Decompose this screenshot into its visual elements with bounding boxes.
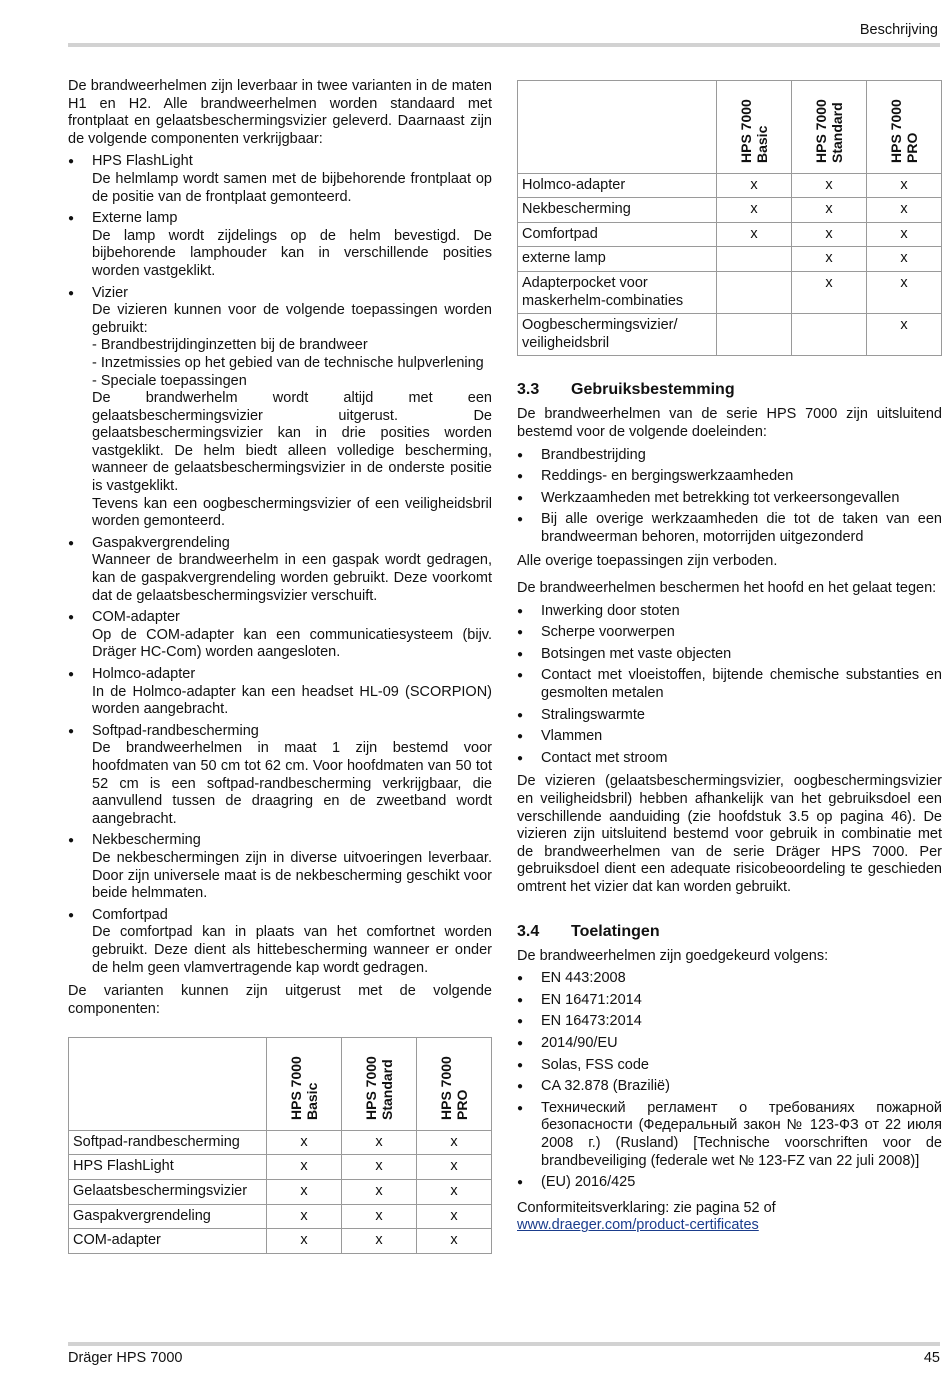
row-label: Softpad-randbescherming [69, 1130, 267, 1155]
header-rule [68, 43, 940, 47]
column-header-label: HPS 7000 Standard [813, 99, 845, 163]
approval-item: ● (EU) 2016/425 [517, 1174, 942, 1192]
component-description: De brandweerhelmen in maat 1 zijn bestemd voor hoofdmaten van 50 cm tot 62 cm. Voor hoofdmaten van 50 tot 52 cm is een softpad-randbescherming verkrijgbaar, die aanvullend tussen de draagring en de zweetband wordt aangebracht. [92, 740, 492, 827]
availability-cell [717, 247, 792, 272]
row-label: Nekbescherming [518, 198, 717, 223]
approval-item: ● EN 443:2008 [517, 970, 942, 988]
table-row [69, 1130, 492, 1155]
column-header-label: HPS 7000 Basic [288, 1056, 320, 1121]
availability-cell: x [867, 222, 942, 247]
column-header [792, 81, 867, 174]
component-item [68, 285, 492, 531]
protection-item: ● Inwerking door stoten [517, 603, 942, 621]
column-header [342, 1038, 417, 1131]
table-header-empty [518, 81, 717, 174]
column-header-label: HPS 7000 Basic [738, 99, 770, 163]
availability-cell: x [867, 198, 942, 223]
availability-cell: x [267, 1204, 342, 1229]
availability-cell: x [417, 1130, 492, 1155]
column-header-label: HPS 7000 PRO [888, 99, 920, 163]
protection-item: ● Scherpe voorwerpen [517, 624, 942, 642]
section-heading-3-4 [517, 922, 942, 942]
approvals-intro: De brandweerhelmen zijn goedgekeurd volgens: [517, 947, 829, 964]
section-number: 3.4 [517, 922, 540, 940]
row-label: Gaspakvergrendeling [69, 1204, 267, 1229]
component-description: - Speciale toepassingen [92, 372, 247, 389]
component-item [68, 907, 492, 977]
availability-cell: x [717, 173, 792, 198]
component-title: ● Nekbescherming [92, 832, 201, 849]
component-title: ● Comfortpad [92, 906, 168, 923]
component-description: - Brandbestrijdinginzetten bij de brandweer [92, 337, 368, 354]
approval-item: ● EN 16471:2014 [517, 992, 942, 1010]
availability-cell: x [717, 222, 792, 247]
uses-list [517, 447, 942, 547]
footer-product: Dräger HPS 7000 [68, 1350, 183, 1366]
protection-item: ● Stralingswarmte [517, 707, 942, 725]
running-header: Beschrijving [859, 22, 938, 38]
protection-item: ● Contact met vloeistoffen, bijtende chemische substanties en gesmolten metalen [517, 667, 942, 702]
component-description: In de Holmco-adapter kan een headset HL-09 (SCORPION) worden aangebracht. [92, 683, 492, 718]
visors-paragraph: De vizieren (gelaatsbeschermingsvizier, oogbeschermingsvizier en veiligheidsbril) hebben afhankelijk van het gebruiksdoel een verschillende aanduiding (zie hoofdstuk 3.5 op pagina 46). De vizieren zijn uitsluitend bestemd voor gebruik in combinatie met de brandweerhelmen van de serie Dräger HPS 7000. Per gebruiksdoel dient een adequate risicobeoordeling te geschieden omtrent het vizier dat kan worden gebruikt. [517, 773, 942, 895]
availability-cell [717, 271, 792, 313]
component-title: ● HPS FlashLight [92, 153, 193, 170]
page-number: 45 [923, 1350, 940, 1366]
table-row [69, 1180, 492, 1205]
row-label: COM-adapter [69, 1229, 267, 1254]
component-item [68, 210, 492, 280]
row-label: Comfortpad [518, 222, 717, 247]
table-row [518, 314, 942, 356]
forbidden-text: Alle overige toepassingen zijn verboden. [517, 552, 778, 569]
component-description: Tevens kan een oogbeschermingsvizier of een veiligheidsbril worden gemonteerd. [92, 495, 492, 530]
protection-item: ● Vlammen [517, 728, 942, 746]
table-row [69, 1229, 492, 1254]
footer-rule [68, 1342, 940, 1346]
availability-cell: x [867, 314, 942, 356]
row-label: Holmco-adapter [518, 173, 717, 198]
protection-item: ● Botsingen met vaste objecten [517, 646, 942, 664]
availability-cell: x [267, 1180, 342, 1205]
availability-cell: x [417, 1155, 492, 1180]
availability-cell: x [267, 1229, 342, 1254]
availability-cell [717, 314, 792, 356]
component-title: ● Externe lamp [92, 210, 178, 227]
availability-cell: x [267, 1155, 342, 1180]
component-description: Op de COM-adapter kan een communicatiesysteem (bijv. Dräger HC-Com) worden aangesloten. [92, 626, 492, 661]
availability-cell: x [717, 198, 792, 223]
row-label: HPS FlashLight [69, 1155, 267, 1180]
component-item [68, 153, 492, 206]
approval-item: ● CA 32.878 (Brazilië) [517, 1078, 942, 1096]
component-title: ● Holmco-adapter [92, 666, 196, 682]
column-header [267, 1038, 342, 1131]
availability-cell: x [867, 271, 942, 313]
approval-item: ● EN 16473:2014 [517, 1013, 942, 1031]
table-row [518, 271, 942, 313]
table-row [518, 198, 942, 223]
approval-item: ● Технический регламент о требованиях пожарной безопасности (Федеральный закон № 123-ФЗ от 22 июля 2008 г.) (Rusland) [Technische voorschriften voor de brandbeveiliging (federale wet № 123-FZ van 22 juli 2008)] [517, 1100, 942, 1170]
protect-intro: De brandweerhelmen beschermen het hoofd en het gelaat tegen: [517, 580, 937, 597]
availability-cell: x [342, 1180, 417, 1205]
variants-intro: De varianten kunnen zijn uitgerust met de volgende componenten: [68, 983, 492, 1017]
availability-cell: x [342, 1155, 417, 1180]
section-number: 3.3 [517, 381, 540, 399]
availability-cell: x [867, 173, 942, 198]
availability-cell: x [792, 247, 867, 272]
use-item: ● Reddings- en bergingswerkzaamheden [517, 468, 942, 486]
uses-intro: De brandweerhelmen van de serie HPS 7000 zijn uitsluitend bestemd voor de volgende doeleinden: [517, 406, 942, 440]
component-description: De brandwerhelm wordt altijd met een gelaatsbeschermingsvizier uitgerust. De gelaatsbeschermingsvizier kan in drie posities worden vastgeklikt. De helm biedt alleen volledige bescherming, wanneer de gelaatsbeschermingsvizier in de onderste positie is vastgeklikt. [92, 390, 492, 495]
certificates-link[interactable]: www.draeger.com/product-certificates [517, 1217, 759, 1234]
approval-item: ● Solas, FSS code [517, 1057, 942, 1075]
table-row [69, 1155, 492, 1180]
row-label: Gelaatsbeschermingsvizier [69, 1180, 267, 1205]
component-description: De comfortpad kan in plaats van het comfortnet worden gebruikt. Deze dient als hittebescherming wanneer er onder de helm geen vlamvertragende kap wordt gedragen. [92, 924, 492, 976]
availability-cell [792, 314, 867, 356]
availability-cell: x [417, 1229, 492, 1254]
table-header-row [518, 81, 942, 174]
component-description: Wanneer de brandweerhelm in een gaspak wordt gedragen, kan de gaspakvergrendeling worden gebruikt. Deze voorkomt dat de gelaatsbeschermingsvizier verschuift. [92, 552, 492, 604]
left-column [68, 78, 492, 1254]
availability-cell: x [342, 1130, 417, 1155]
availability-cell: x [792, 198, 867, 223]
approvals-list [517, 970, 942, 1192]
section-title: Toelatingen [571, 922, 660, 940]
component-item [68, 723, 492, 829]
conformity-text: Conformiteitsverklaring: zie pagina 52 of [517, 1199, 776, 1216]
table-header-row [69, 1038, 492, 1131]
component-title: ● Gaspakvergrendeling [92, 534, 230, 551]
component-title: ● Vizier [92, 284, 128, 301]
availability-cell: x [342, 1229, 417, 1254]
component-title: ● Softpad-randbescherming [92, 722, 259, 739]
row-label: Oogbeschermingsvizier/ veiligheidsbril [518, 314, 717, 356]
variants-table-left [68, 1037, 492, 1254]
row-label: externe lamp [518, 247, 717, 272]
table-row [518, 247, 942, 272]
component-item [68, 832, 492, 902]
component-description: De nekbeschermingen zijn in diverse uitvoeringen leverbaar. Door zijn universele maat is de nekbescherming geschikt voor beide helmmaten. [92, 849, 492, 902]
component-item [68, 666, 492, 719]
availability-cell: x [792, 222, 867, 247]
component-description: De lamp wordt zijdelings op de helm bevestigd. De bijbehorende lamphouder kan in verschillende posities worden vastgeklikt. [92, 227, 492, 279]
availability-cell: x [417, 1180, 492, 1205]
row-label: Adapterpocket voor maskerhelm-combinaties [518, 271, 717, 313]
section-heading-3-3 [517, 380, 942, 400]
availability-cell: x [417, 1204, 492, 1229]
column-header [417, 1038, 492, 1131]
availability-cell: x [342, 1204, 417, 1229]
table-row [518, 173, 942, 198]
protection-item: ● Contact met stroom [517, 750, 942, 768]
use-item: ● Brandbestrijding [517, 447, 942, 465]
intro-paragraph: De brandweerhelmen zijn leverbaar in twee varianten in de maten H1 en H2. Alle brandweerhelmen worden standaard met frontplaat en gelaatsbeschermingsvizier geleverd. Daarnaast zijn de volgende componenten verkrijgbaar: [68, 78, 492, 147]
availability-cell: x [267, 1130, 342, 1155]
use-item: ● Bij alle overige werkzaamheden die tot de taken van een brandweerman behoren, motorrijden uitgezonderd [517, 511, 942, 546]
availability-cell: x [867, 247, 942, 272]
availability-cell: x [792, 173, 867, 198]
component-item [68, 609, 492, 662]
approval-item: ● 2014/90/EU [517, 1035, 942, 1053]
right-column [517, 80, 942, 1235]
protection-list [517, 603, 942, 768]
column-header-label: HPS 7000 PRO [438, 1056, 470, 1121]
column-header [717, 81, 792, 174]
use-item: ● Werkzaamheden met betrekking tot verkeersongevallen [517, 490, 942, 508]
variants-table-right [517, 80, 942, 356]
column-header [867, 81, 942, 174]
table-row [518, 222, 942, 247]
table-row [69, 1204, 492, 1229]
column-header-label: HPS 7000 Standard [363, 1056, 395, 1121]
component-title: ● COM-adapter [92, 609, 180, 626]
table-header-empty [69, 1038, 267, 1131]
component-list [68, 153, 492, 977]
component-description: De vizieren kunnen voor de volgende toepassingen worden gebruikt: [92, 302, 492, 336]
component-item [68, 535, 492, 605]
component-description: De helmlamp wordt samen met de bijbehorende frontplaat op de positie van de frontplaat gemonteerd. [92, 170, 492, 205]
availability-cell: x [792, 271, 867, 313]
component-description: - Inzetmissies op het gebied van de technische hulpverlening [92, 354, 484, 371]
section-title: Gebruiksbestemming [571, 381, 735, 399]
